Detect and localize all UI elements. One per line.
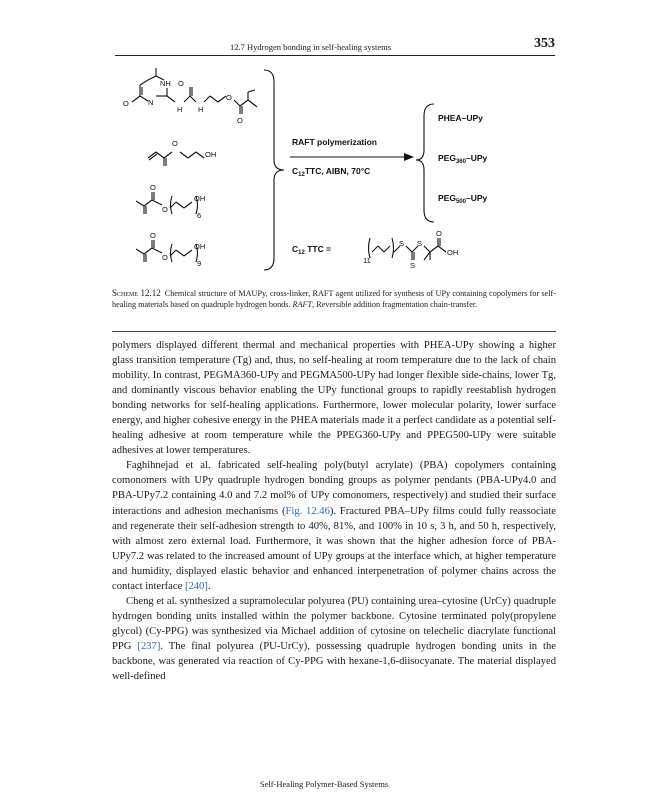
oxygen-label: O bbox=[162, 205, 168, 214]
body-text bbox=[112, 338, 556, 684]
oxygen-label: O bbox=[226, 93, 232, 102]
caption-text: Chemical structure of MAUPy, cross-linker, RAFT agent utilized for synthesis of UPy containing copolymers for self-healing materials based on quadruple hydrogen bonds. bbox=[112, 289, 556, 310]
reaction-arrow bbox=[290, 137, 414, 178]
paragraph-2-end: . bbox=[207, 580, 211, 592]
sulfur-label: S bbox=[399, 239, 405, 248]
paragraph-2 bbox=[112, 458, 556, 593]
ttc-label: $C_{12}$ TTC = bbox=[292, 244, 332, 256]
figure-link[interactable]: Fig. 12.46 bbox=[285, 505, 330, 517]
running-head: 12.7 Hydrogen bonding in self-healing systems bbox=[230, 42, 392, 52]
oxygen-label: O bbox=[123, 99, 129, 108]
nh-label: NH bbox=[160, 79, 171, 88]
paragraph-3-text: Cheng et al. synthesized a supramolecular polyurea (PU) containing urea–cytosine (UrCy) quadruple hydrogen bonding units installed within the polymer backbone. Cytosine terminated poly(propylene glycol) (Cy-PPG) was synthesized via Michael addition of cytosine on telechelic diacrylate functional PPG bbox=[112, 595, 556, 652]
oxygen-label: O bbox=[178, 79, 184, 88]
reference-link[interactable]: [240] bbox=[184, 580, 208, 592]
caption-label: Scheme 12.12 bbox=[112, 288, 161, 298]
reaction-condition-top: RAFT polymerization bbox=[292, 137, 378, 147]
pegma360-structure bbox=[136, 183, 205, 220]
scheme-drawing bbox=[112, 62, 556, 284]
paragraph-3-text-cont: . The final polyurea (PU-UrCy), possessing quadruple hydrogen bonding units in the backbone, was generated via reaction of Cy-PPG with hexane-1,6-diisocyanate. The material displayed well-defined bbox=[112, 640, 556, 683]
hydroxyl-label: OH bbox=[205, 150, 217, 159]
hydrogen-label: H bbox=[177, 105, 183, 114]
caption-abbr-definition: , Reversible addition fragmentation chain-transfer. bbox=[312, 300, 478, 310]
nitrogen-label: N bbox=[148, 98, 154, 107]
maupy-structure bbox=[123, 68, 257, 125]
product-peg500-upy: $PEG_{500}$–UPy bbox=[438, 193, 488, 205]
repeat-count: 9 bbox=[197, 259, 202, 268]
product-peg360-upy: $PEG_{360}$–UPy bbox=[438, 153, 488, 165]
paragraph-1: polymers displayed different thermal and mechanical properties with PHEA-UPy showing a higher glass transition temperature (Tg) and, thus, no self-healing at room temperature due to the lack of chain mobility. In contrast, PEGMA360-UPy and PEGMA500-UPy had longer flexible side-chains, lower Tg, and dominantly viscous behavior enabling the UPy functional groups to rapidly reestablish hydrogen bonding networks for self-healing applications. Furthermore, lower molecular polarity, lower surface energy, and higher cohesive energy in the PHEA materials made it a perfect candidate as a potential self-healing adhesive at room temperature while the PPEG360-UPy and PPEG500-UPy were suitable adhesives at lower temperatures. bbox=[112, 340, 556, 457]
page-number: 353 bbox=[534, 36, 555, 51]
sulfur-label: S bbox=[417, 239, 423, 248]
header-rule bbox=[115, 55, 555, 56]
hydroxyl-label: OH bbox=[447, 248, 459, 257]
paragraph-2-text-cont: ). Fractured PBA–UPy films could fully reassociate and regenerate their self-adhesion strength to 40%, 81%, and 100% in 10 s, 3 h, and 50 h, respectively, with almost zero external load. Furthermore, it was shown that the higher adhesion force of PBA-UPy7.2 was related to the increased amount of UPy groups at the interface which, at higher temperature and humidity, displayed elastic behavior and enhanced interpenetration of polymer chains across the contact interface bbox=[112, 505, 556, 592]
scheme-caption bbox=[112, 288, 556, 310]
sulfur-label: S bbox=[410, 261, 416, 270]
hea-structure bbox=[148, 139, 216, 166]
pegma500-structure bbox=[136, 231, 205, 268]
reaction-scheme bbox=[112, 62, 556, 284]
ttc-structure bbox=[292, 229, 458, 270]
reaction-condition-bottom: $C_{12}TTC$, AIBN, 70°C bbox=[292, 166, 371, 178]
hydroxyl-label: OH bbox=[194, 194, 206, 203]
products bbox=[438, 113, 488, 205]
product-phea-upy: PHEA–UPy bbox=[438, 113, 483, 123]
caption-abbr: RAFT bbox=[292, 300, 313, 310]
oxygen-label: O bbox=[237, 116, 243, 125]
product-brace bbox=[416, 104, 434, 222]
page-footer: Self-Healing Polymer-Based Systems bbox=[259, 779, 389, 789]
paragraph-2-text: Faghihnejad et al. fabricated self-healing poly(butyl acrylate) (PBA) copolymers containing comonomers with UPy quadruple hydrogen bonding groups as polymer pendants (PBA-UPy4.0 and PBA-UPy7.2 containing 4.0 and 7.2 mol% of UPy comonomers, respectively) and studied their surface interactions and adhesion mechanisms ( bbox=[112, 460, 556, 517]
reference-link[interactable]: [237] bbox=[137, 640, 161, 652]
hydroxyl-label: OH bbox=[194, 242, 206, 251]
oxygen-label: O bbox=[150, 183, 156, 192]
reactant-brace bbox=[264, 70, 284, 270]
repeat-count: 11 bbox=[363, 256, 371, 265]
page-header bbox=[115, 37, 555, 57]
repeat-count: 6 bbox=[197, 211, 202, 220]
hydrogen-label: H bbox=[198, 105, 204, 114]
oxygen-label: O bbox=[162, 253, 168, 262]
oxygen-label: O bbox=[150, 231, 156, 240]
paragraph-3 bbox=[112, 594, 556, 684]
oxygen-label: O bbox=[172, 139, 178, 148]
oxygen-label: O bbox=[436, 229, 442, 238]
caption-rule bbox=[112, 331, 556, 332]
